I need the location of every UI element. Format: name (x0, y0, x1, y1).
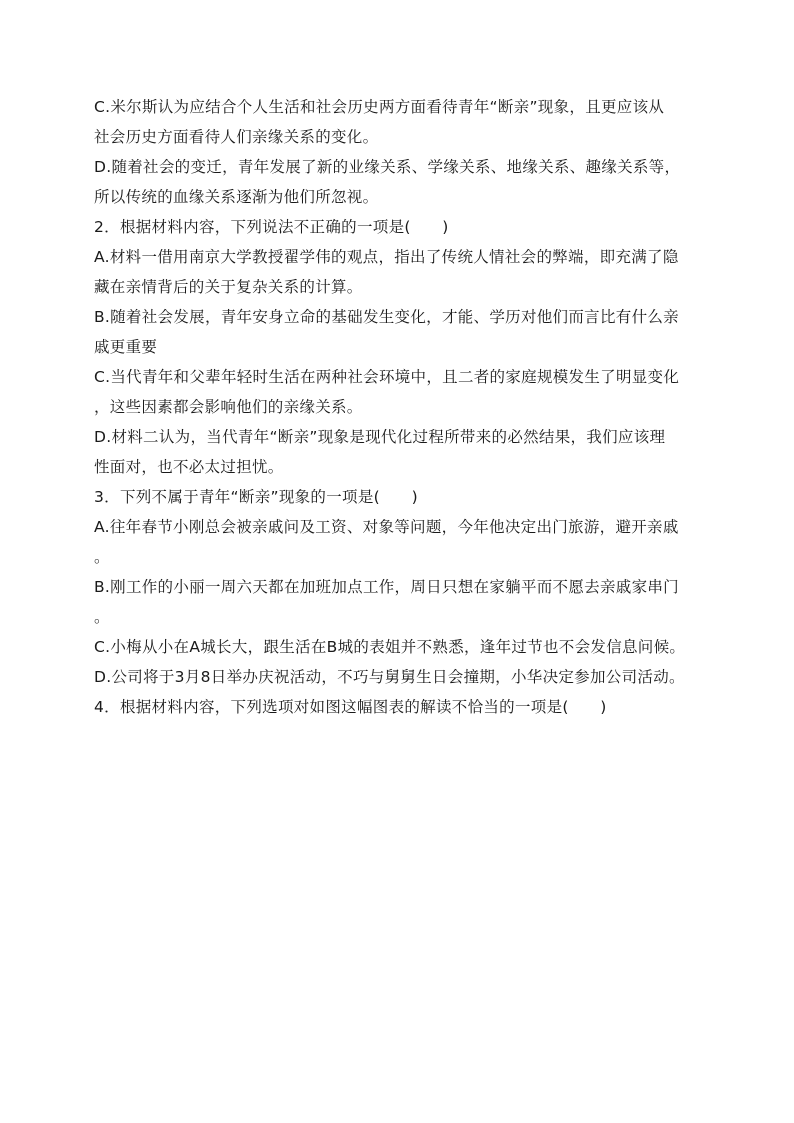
text-line: D.公司将于3月8日举办庆祝活动，不巧与舅舅生日会撞期，小华决定参加公司活动。 (94, 668, 685, 686)
text-line: D.材料二认为，当代青年“断亲”现象是现代化过程所带来的必然结果，我们应该理 (94, 428, 666, 446)
text-line: A.往年春节小刚总会被亲戚问及工资、对象等问题，今年他决定出门旅游，避开亲戚 (94, 518, 679, 536)
text-line: 戚更重要 (94, 338, 158, 356)
text-line: C.当代青年和父辈年轻时生活在两种社会环境中，且二者的家庭规模发生了明显变化 (94, 368, 680, 386)
question-3-stem: 3．下列不属于青年“断亲”现象的一项是( ) (94, 488, 418, 506)
text-line: A.材料一借用南京大学教授翟学伟的观点，指出了传统人情社会的弊端，即充满了隐 (94, 248, 679, 266)
text-line: C.小梅从小在A城长大，跟生活在B城的表姐并不熟悉，逢年过节也不会发信息问候。 (94, 638, 686, 656)
text-line: ，这些因素都会影响他们的亲缘关系。 (94, 398, 363, 416)
text-line: 。 (94, 608, 110, 626)
document-page (94, 92, 700, 722)
text-line: B.随着社会发展，青年安身立命的基础发生变化，才能、学历对他们而言比有什么亲 (94, 308, 679, 326)
question-4-stem: 4．根据材料内容，下列选项对如图这幅图表的解读不恰当的一项是( ) (94, 698, 607, 716)
text-line: 性面对，也不必太过担忧。 (94, 458, 284, 476)
text-line: 社会历史方面看待人们亲缘关系的变化。 (94, 128, 379, 146)
question-2-stem: 2．根据材料内容，下列说法不正确的一项是( ) (94, 218, 449, 236)
text-line: 。 (94, 548, 110, 566)
text-line: 所以传统的血缘关系逐渐为他们所忽视。 (94, 188, 379, 206)
text-line: C.米尔斯认为应结合个人生活和社会历史两方面看待青年“断亲”现象，且更应该从 (94, 98, 665, 116)
text-line: B.刚工作的小丽一周六天都在加班加点工作，周日只想在家躺平而不愿去亲戚家串门 (94, 578, 679, 596)
text-line: 藏在亲情背后的关于复杂关系的计算。 (94, 278, 363, 296)
text-line: D.随着社会的变迁，青年发展了新的业缘关系、学缘关系、地缘关系、趣缘关系等， (94, 158, 681, 176)
